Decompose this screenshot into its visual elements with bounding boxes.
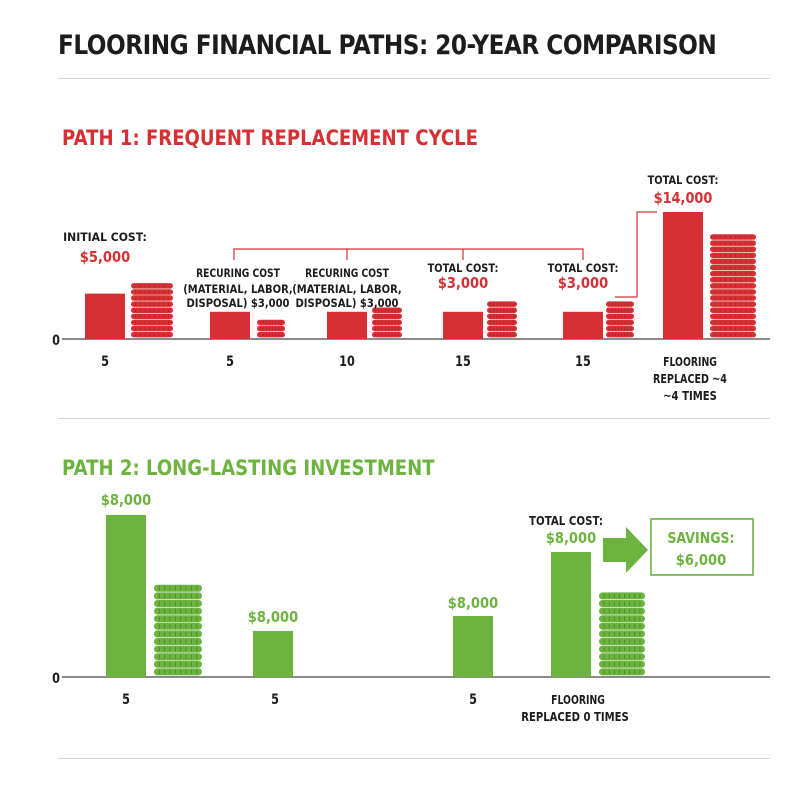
coin-stack-icon bbox=[154, 585, 202, 676]
coin bbox=[606, 326, 634, 332]
coin bbox=[606, 314, 634, 320]
category-note: REPLACED ~4 bbox=[653, 372, 727, 386]
category-label: 5 bbox=[271, 692, 279, 708]
coin-stack-icon bbox=[372, 308, 402, 338]
coin bbox=[710, 253, 756, 259]
zero-tick-label: 0 bbox=[52, 671, 61, 687]
coin bbox=[131, 295, 173, 301]
zero-tick-label: 0 bbox=[52, 333, 61, 349]
coin bbox=[154, 661, 202, 668]
coin bbox=[154, 630, 202, 637]
bar bbox=[210, 312, 250, 339]
data-label: $8,000 bbox=[100, 491, 152, 509]
coin bbox=[710, 320, 756, 326]
savings-value: $6,000 bbox=[675, 551, 727, 569]
data-label: $8,000 bbox=[447, 594, 499, 612]
coin bbox=[487, 332, 517, 338]
coin bbox=[154, 638, 202, 645]
bar bbox=[253, 631, 293, 677]
bar bbox=[563, 312, 603, 339]
category-note: REPLACED 0 TIMES bbox=[521, 710, 629, 724]
savings-label: SAVINGS: bbox=[667, 529, 735, 547]
coin bbox=[599, 600, 645, 607]
data-label: $3,000 bbox=[437, 274, 489, 292]
coin-stack-icon bbox=[257, 320, 285, 338]
category-label: 15 bbox=[455, 354, 471, 370]
coin bbox=[154, 668, 202, 675]
coin bbox=[710, 289, 756, 295]
coin bbox=[710, 283, 756, 289]
coin bbox=[131, 314, 173, 320]
coin bbox=[372, 326, 402, 332]
coin bbox=[606, 308, 634, 314]
category-label: 5 bbox=[101, 354, 109, 370]
bar bbox=[106, 515, 146, 677]
coin bbox=[372, 332, 402, 338]
category-label: 5 bbox=[469, 692, 477, 708]
category-label: 10 bbox=[339, 354, 356, 370]
coin bbox=[710, 277, 756, 283]
coin bbox=[599, 623, 645, 630]
coin bbox=[599, 668, 645, 675]
bar bbox=[551, 552, 591, 677]
coin bbox=[599, 592, 645, 599]
annotation-label: (MATERIAL, LABOR, bbox=[292, 282, 402, 296]
coin bbox=[131, 332, 173, 338]
coin bbox=[131, 308, 173, 314]
coin bbox=[599, 630, 645, 637]
coin bbox=[487, 320, 517, 326]
coin bbox=[599, 608, 645, 615]
coin bbox=[154, 592, 202, 599]
category-label: 15 bbox=[575, 354, 591, 370]
coin bbox=[710, 265, 756, 271]
annotation-label: TOTAL COST: bbox=[427, 261, 499, 275]
coin bbox=[599, 646, 645, 653]
annotation-label: RECURING COST bbox=[196, 266, 280, 280]
coin bbox=[154, 646, 202, 653]
coin bbox=[710, 271, 756, 277]
coin bbox=[710, 240, 756, 246]
coin bbox=[154, 600, 202, 607]
coin bbox=[372, 320, 402, 326]
coin bbox=[710, 259, 756, 265]
annotation-label: TOTAL COST: bbox=[529, 514, 603, 528]
coin bbox=[599, 661, 645, 668]
coin-stack-icon bbox=[131, 283, 173, 337]
coin bbox=[710, 314, 756, 320]
coin bbox=[710, 308, 756, 314]
category-note: FLOORING bbox=[663, 355, 717, 369]
coin bbox=[487, 308, 517, 314]
data-label: $3,000 bbox=[557, 274, 609, 292]
data-label: $8,000 bbox=[545, 529, 597, 547]
arrow-right-icon bbox=[603, 527, 648, 573]
data-label: $14,000 bbox=[653, 189, 713, 207]
coin bbox=[710, 295, 756, 301]
coin bbox=[487, 301, 517, 307]
coin-stack-icon bbox=[487, 301, 517, 337]
coin bbox=[154, 585, 202, 592]
annotation-label: (MATERIAL, LABOR, bbox=[183, 282, 293, 296]
coin bbox=[606, 332, 634, 338]
annotation-label: INITIAL COST: bbox=[63, 230, 147, 244]
coin bbox=[599, 653, 645, 660]
coin-stack-icon bbox=[606, 301, 634, 337]
coin bbox=[154, 623, 202, 630]
category-note: FLOORING bbox=[551, 693, 605, 707]
bar bbox=[453, 616, 493, 677]
coin bbox=[154, 608, 202, 615]
coin bbox=[154, 653, 202, 660]
coin bbox=[710, 301, 756, 307]
page-title: FLOORING FINANCIAL PATHS: 20-YEAR COMPARISON bbox=[58, 30, 717, 61]
coin bbox=[257, 326, 285, 332]
bar bbox=[327, 312, 367, 339]
coin bbox=[257, 320, 285, 326]
path1-title: PATH 1: FREQUENT REPLACEMENT CYCLE bbox=[62, 126, 478, 150]
connector-line bbox=[615, 212, 657, 297]
path2-title: PATH 2: LONG-LASTING INVESTMENT bbox=[62, 456, 435, 480]
coin bbox=[131, 326, 173, 332]
coin bbox=[131, 283, 173, 289]
coin bbox=[606, 320, 634, 326]
coin bbox=[710, 326, 756, 332]
bracket-line bbox=[234, 249, 583, 260]
coin bbox=[487, 314, 517, 320]
annotation-label: DISPOSAL) $3,000 bbox=[295, 296, 399, 310]
bar bbox=[85, 294, 125, 339]
bar bbox=[663, 212, 703, 339]
coin bbox=[606, 301, 634, 307]
coin bbox=[710, 332, 756, 338]
coin bbox=[372, 314, 402, 320]
coin bbox=[599, 615, 645, 622]
category-label: 5 bbox=[226, 354, 234, 370]
coin bbox=[599, 638, 645, 645]
data-label: $5,000 bbox=[79, 248, 131, 266]
coin-stack-icon bbox=[710, 234, 756, 337]
coin bbox=[257, 332, 285, 338]
coin bbox=[154, 615, 202, 622]
data-label: $8,000 bbox=[247, 608, 299, 626]
coin bbox=[131, 289, 173, 295]
coin bbox=[131, 320, 173, 326]
annotation-label: TOTAL COST: bbox=[547, 261, 619, 275]
coin-stack-icon bbox=[599, 592, 645, 675]
annotation-label: TOTAL COST: bbox=[647, 173, 719, 187]
category-label: 5 bbox=[122, 692, 130, 708]
coin bbox=[487, 326, 517, 332]
bar bbox=[443, 312, 483, 339]
annotation-label: DISPOSAL) $3,000 bbox=[186, 296, 290, 310]
annotation-label: RECURING COST bbox=[305, 266, 389, 280]
coin bbox=[131, 301, 173, 307]
category-note: ~4 TIMES bbox=[663, 389, 717, 403]
coin bbox=[710, 247, 756, 253]
coin bbox=[710, 234, 756, 240]
